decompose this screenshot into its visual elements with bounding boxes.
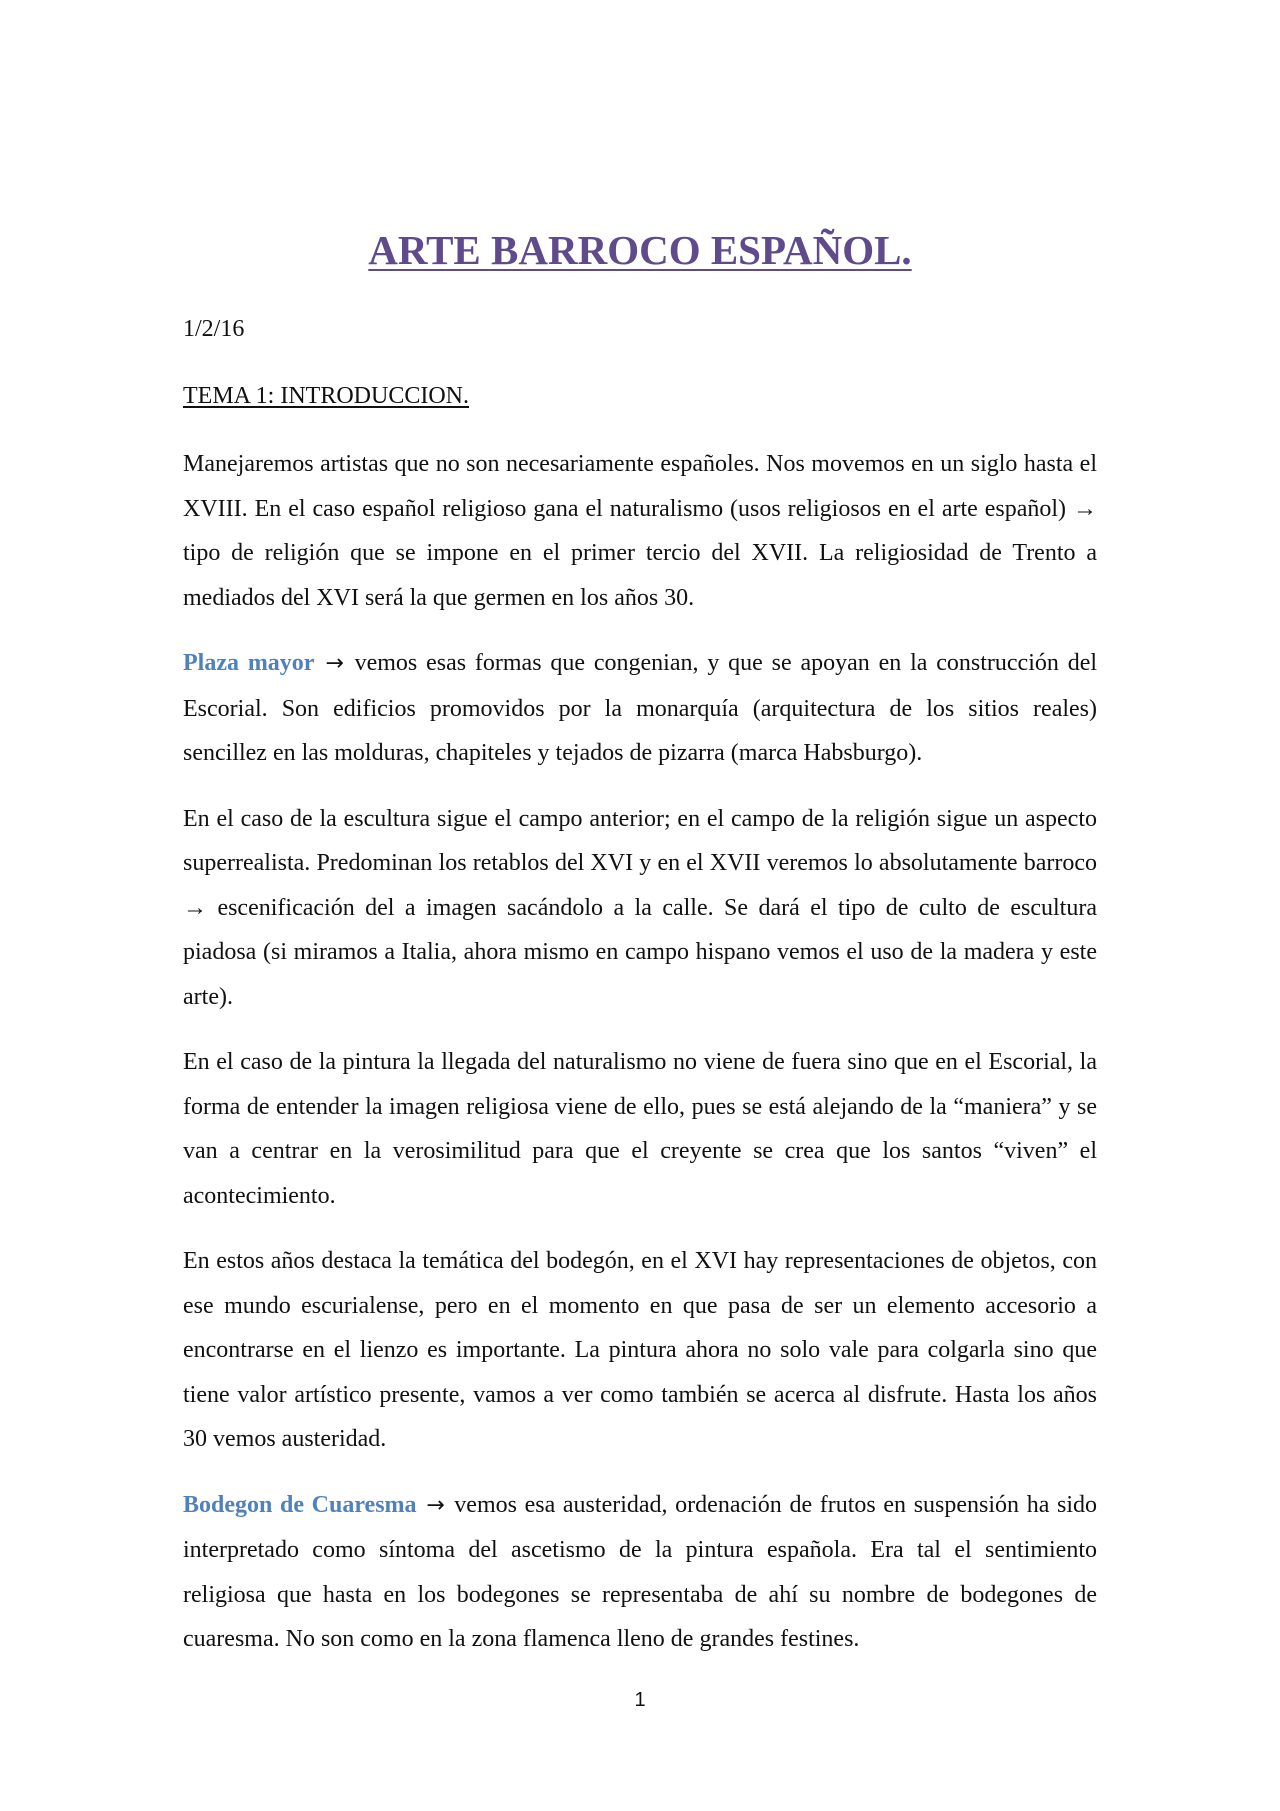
paragraph-plaza-mayor	[183, 641, 1097, 776]
keyword-bodegon-cuaresma: Bodegon de Cuaresma	[183, 1491, 417, 1518]
paragraph-bodegon-cuaresma	[183, 1483, 1097, 1662]
document-title: ARTE BARROCO ESPAÑOL.	[368, 227, 912, 273]
paragraph-pintura: En el caso de la pintura la llegada del naturalismo no viene de fuera sino que en el Escorial, la forma de entender la imagen religiosa viene de ello, pues se está alejando de la “maniera” y se van a centrar en la verosimilitud para que el creyente se crea que los santos “viven” el acontecimiento.	[183, 1049, 1097, 1209]
document-date: 1/2/16	[183, 316, 245, 342]
paragraph-bodegon-cuaresma-text: vemos esa austeridad, ordenación de frutos en suspensión ha sido interpretado como síntoma del ascetismo de la pintura española. Era tal el sentimiento religiosa que hasta en los bodegones se representaba de ahí su nombre de bodegones de cuaresma. No son como en la zona flamenca lleno de grandes festines.	[183, 1491, 1098, 1652]
arrow-icon: →	[426, 1492, 445, 1518]
section-heading: TEMA 1: INTRODUCCION.	[183, 383, 469, 409]
paragraph-introduction: Manejaremos artistas que no son necesariamente españoles. Nos movemos en un siglo hasta el XVIII. En el caso español religioso gana el naturalismo (usos religiosos en el arte español) → tipo de religión que se impone en el primer tercio del XVII. La religiosidad de Trento a mediados del XVI será la que germen en los años 30.	[183, 451, 1097, 611]
paragraph-escultura: En el caso de la escultura sigue el campo anterior; en el campo de la religión sigue un aspecto superrealista. Predominan los retablos del XVI y en el XVII veremos lo absolutamente barroco → escenificación del a imagen sacándolo a la calle. Se dará el tipo de culto de escultura piadosa (si miramos a Italia, ahora mismo en campo hispano vemos el uso de la madera y este arte).	[183, 805, 1097, 1010]
keyword-plaza-mayor: Plaza mayor	[183, 650, 315, 676]
paragraph-plaza-mayor-text: vemos esas formas que congenian, y que se apoyan en la construcción del Escorial. Son edificios promovidos por la monarquía (arquitectura de los sitios reales) sencillez en las molduras, chapiteles y tejados de pizarra (marca Habsburgo).	[183, 650, 1098, 766]
paragraph-bodegon: En estos años destaca la temática del bodegón, en el XVI hay representaciones de objetos, con ese mundo escurialense, pero en el momento en que pasa de ser un elemento accesorio a encontrarse en el lienzo es importante. La pintura ahora no solo vale para colgarla sino que tiene valor artístico presente, vamos a ver como también se acerca al disfrute. Hasta los años 30 vemos austeridad.	[183, 1248, 1097, 1452]
arrow-icon: →	[325, 651, 344, 676]
document-body	[183, 442, 1097, 1683]
page-number: 1	[634, 1689, 646, 1711]
